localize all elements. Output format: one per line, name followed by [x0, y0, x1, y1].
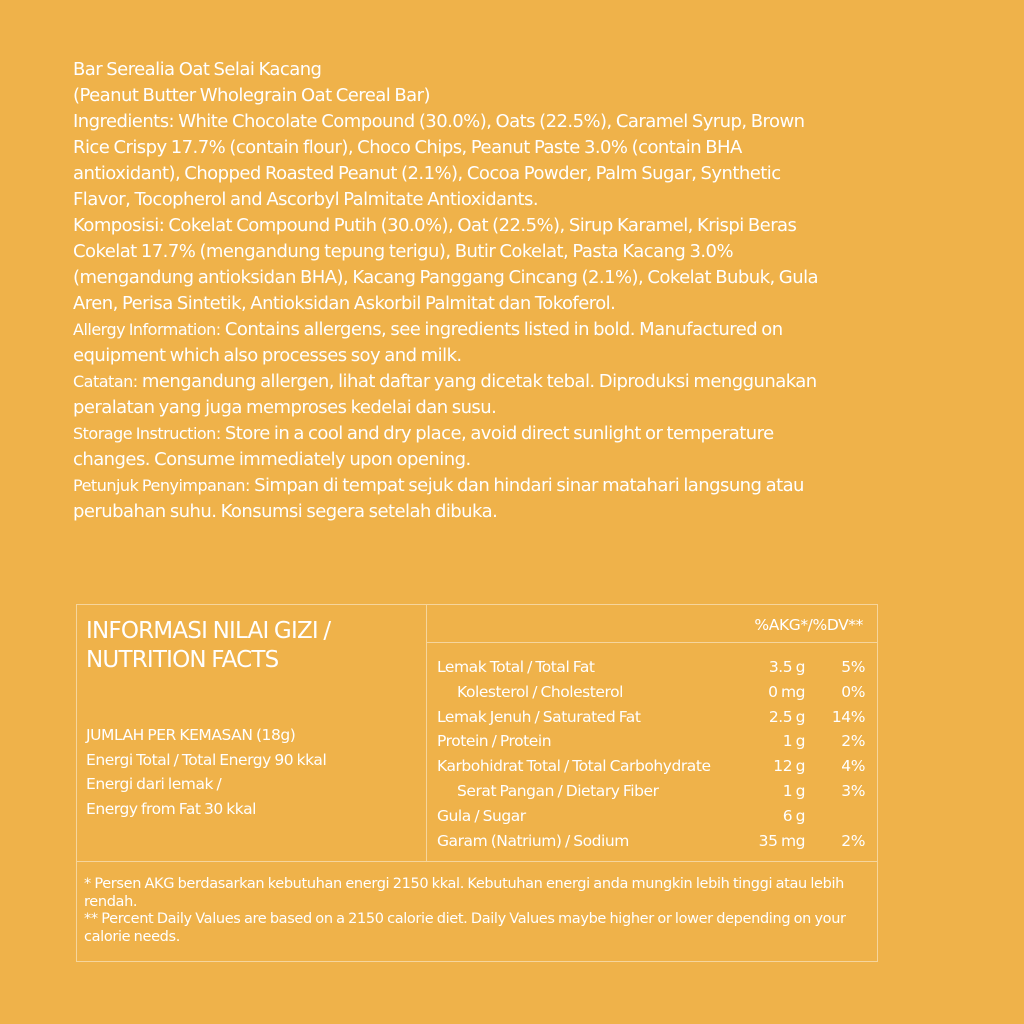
nutrition-footnote — [77, 861, 877, 946]
nutrient-name: Kolesterol / Cholesterol — [457, 682, 623, 701]
nutrient-name: Karbohidrat Total / Total Carbohydrate — [437, 757, 711, 776]
nutrient-row-saturated-fat — [427, 705, 877, 730]
nutrient-amount: 0 mg — [768, 682, 805, 701]
nutrient-row-cholesterol — [427, 680, 877, 705]
energy-from-fat-line2: Energy from Fat 30 kkal — [86, 799, 256, 818]
nutrient-name: Gula / Sugar — [437, 806, 526, 825]
nutrient-amount: 1 g — [782, 732, 805, 751]
nutrient-percent: 2% — [841, 831, 865, 850]
nutrient-rows — [427, 643, 877, 853]
nutrient-amount: 3.5 g — [768, 658, 805, 676]
petunjuk-text: Simpan di tempat sejuk dan hindari sinar matahari langsung atau perubahan suhu. Konsumsi segera setelah dibuka. — [73, 475, 804, 522]
nutrient-percent: 14% — [831, 707, 865, 726]
total-energy: Energi Total / Total Energy 90 kkal — [86, 750, 327, 769]
storage-instruction — [73, 421, 833, 473]
catatan-note — [73, 369, 833, 421]
nutrition-title-line1: INFORMASI NILAI GIZI / — [86, 618, 331, 644]
nutrition-facts-panel — [76, 604, 878, 962]
nutrient-row-protein — [427, 729, 877, 754]
nutrient-row-sodium — [427, 829, 877, 854]
ingredients-english: Ingredients: White Chocolate Compound (30.0%), Oats (22.5%), Caramel Syrup, Brown Rice Crispy 17.7% (contain flour), Choco Chips, Peanut Paste 3.0% (contain BHA antioxidant), Chopped Roasted Peanut (2.1%), Cocoa Powder, Palm Sugar, Synthetic Flavor, Tocopherol and Ascorbyl Palmitate Antioxidants. — [73, 111, 805, 210]
allergy-information — [73, 317, 833, 369]
nutrient-row-total-fat — [427, 655, 877, 680]
petunjuk-penyimpanan — [73, 473, 833, 525]
nutrient-row-sugar — [427, 804, 877, 829]
footnote-daily-value: ** Percent Daily Values are based on a 2150 calorie diet. Daily Values maybe higher or lower depending on your calorie needs. — [84, 911, 846, 945]
allergy-label: Allergy Information: — [73, 320, 221, 339]
daily-value-header: %AKG*/%DV** — [427, 605, 877, 643]
ingredients-section — [73, 57, 833, 525]
storage-label: Storage Instruction: — [73, 424, 221, 443]
nutrient-amount: 1 g — [782, 781, 805, 800]
serving-info — [86, 723, 426, 821]
product-name-english: (Peanut Butter Wholegrain Oat Cereal Bar) — [73, 85, 430, 106]
nutrient-name: Garam (Natrium) / Sodium — [437, 831, 629, 850]
ingredients-indonesian: Komposisi: Cokelat Compound Putih (30.0%), Oat (22.5%), Sirup Karamel, Krispi Beras Cokelat 17.7% (mengandung tepung terigu), Butir Cokelat, Pasta Kacang 3.0% (mengandung antioksidan BHA), Kacang Panggang Cincang (2.1%), Cokelat Bubuk, Gula Aren, Perisa Sintetik, Antioksidan Askorbil Palmitat dan Tokoferol. — [73, 215, 818, 314]
nutrient-name: Protein / Protein — [437, 732, 552, 751]
nutrient-amount: 12 g — [773, 757, 805, 776]
footnote-akg: * Persen AKG berdasarkan kebutuhan energi 2150 kkal. Kebutuhan energi anda mungkin lebih tinggi atau lebih rendah. — [84, 876, 844, 910]
nutrient-table — [427, 605, 877, 861]
nutrient-percent: 3% — [841, 781, 865, 800]
nutrient-name: Lemak Jenuh / Saturated Fat — [437, 707, 641, 726]
catatan-text: mengandung allergen, lihat daftar yang dicetak tebal. Diproduksi menggunakan peralatan yang juga memproses kedelai dan susu. — [73, 371, 817, 418]
energy-from-fat-line1: Energi dari lemak / — [86, 775, 222, 793]
product-name: Bar Serealia Oat Selai Kacang — [73, 59, 322, 80]
storage-text: Store in a cool and dry place, avoid direct sunlight or temperature changes. Consume immediately upon opening. — [73, 423, 774, 470]
nutrient-amount: 6 g — [782, 806, 805, 825]
serving-size: JUMLAH PER KEMASAN (18g) — [86, 726, 296, 744]
nutrient-percent: 0% — [841, 682, 865, 701]
nutrition-title — [86, 617, 426, 675]
petunjuk-label: Petunjuk Penyimpanan: — [73, 476, 250, 495]
nutrition-title-line2: NUTRITION FACTS — [86, 647, 279, 673]
nutrient-name: Serat Pangan / Dietary Fiber — [457, 781, 659, 800]
nutrient-percent: 5% — [841, 658, 865, 676]
nutrient-name: Lemak Total / Total Fat — [437, 658, 595, 676]
allergy-text: Contains allergens, see ingredients listed in bold. Manufactured on equipment which also processes soy and milk. — [73, 319, 783, 366]
nutrient-row-total-carbohydrate — [427, 754, 877, 779]
nutrient-row-dietary-fiber — [427, 779, 877, 804]
nutrient-percent: 4% — [841, 757, 865, 776]
nutrient-percent: 2% — [841, 732, 865, 751]
nutrition-summary — [77, 605, 427, 861]
nutrient-amount: 2.5 g — [768, 707, 805, 726]
catatan-label: Catatan: — [73, 372, 138, 391]
nutrient-amount: 35 mg — [758, 831, 805, 850]
